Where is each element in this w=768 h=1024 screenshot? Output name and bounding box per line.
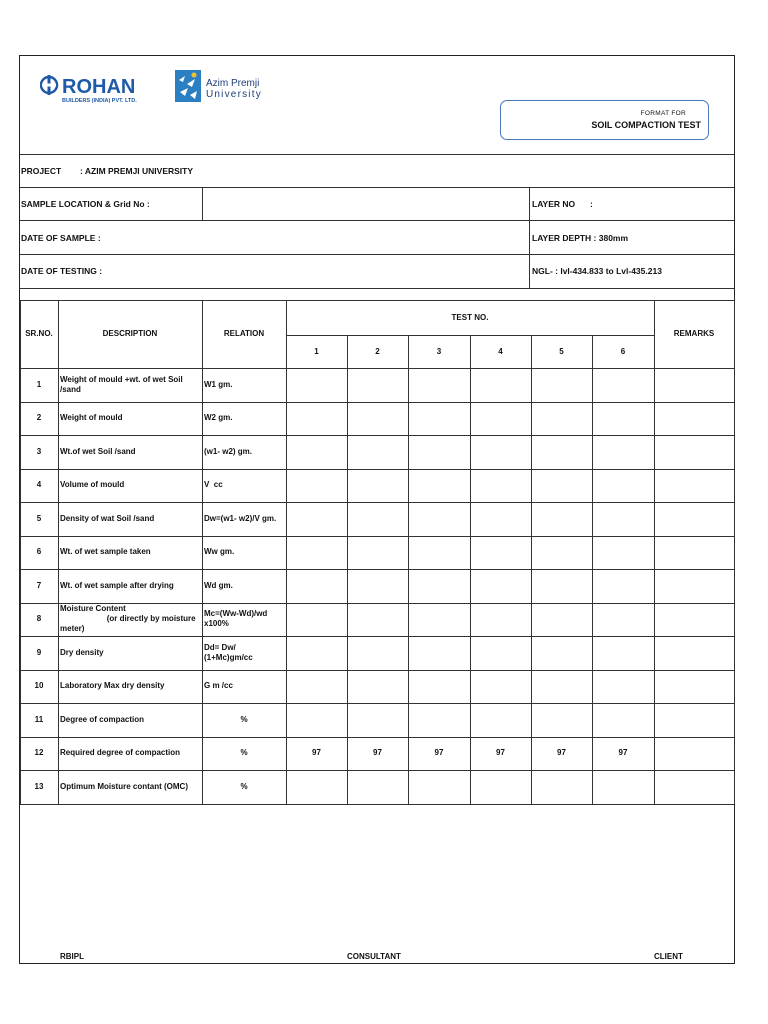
- row-description: Weight of mould: [60, 413, 123, 423]
- row-sr: 4: [36, 480, 42, 490]
- row-test-value: 97: [557, 748, 566, 758]
- row-test-value: [349, 435, 406, 469]
- row-description: Wt. of wet sample taken: [60, 547, 151, 557]
- rohan-logo: [40, 72, 160, 111]
- row-test-value: [349, 536, 406, 570]
- row-sr: 3: [36, 446, 42, 456]
- row-relation: %: [240, 714, 248, 724]
- row-test-value: [472, 502, 529, 536]
- row-description: Optimum Moisture contant (OMC): [60, 781, 188, 791]
- row-test-value: [410, 536, 468, 570]
- row-relation: Dd= Dw/ (1+Mc)gm/cc: [204, 642, 253, 662]
- format-for-label: FORMAT FOR: [640, 110, 686, 117]
- format-title-box: [500, 100, 709, 140]
- row-test-value: 97: [496, 748, 505, 758]
- row-description: Moisture Content (or directly by moisture meter): [60, 604, 196, 634]
- row-relation: W2 gm.: [204, 413, 233, 423]
- rohan-mark-icon: [40, 72, 160, 106]
- apu-mark-icon: [175, 70, 285, 104]
- row-description: Degree of compaction: [60, 714, 145, 724]
- row-test-value: [533, 603, 590, 637]
- row-test-value: [288, 670, 345, 704]
- row-test-value: [288, 603, 345, 637]
- row-test-value: [349, 703, 406, 737]
- row-test-value: [410, 770, 468, 804]
- row-description: Laboratory Max dry density: [60, 681, 165, 691]
- row-test-value: [288, 703, 345, 737]
- row-description: Weight of mould +wt. of wet Soil /sand: [60, 374, 185, 394]
- row-test-value: [349, 636, 406, 670]
- row-test-value: [410, 469, 468, 503]
- sample-location-label: SAMPLE LOCATION & Grid No :: [21, 199, 150, 209]
- row-test-value: [472, 636, 529, 670]
- row-test-value: [410, 435, 468, 469]
- header-relation: RELATION: [223, 329, 265, 338]
- row-sr: 7: [36, 580, 42, 590]
- row-sr: 1: [36, 379, 42, 389]
- row-test-value: [533, 670, 590, 704]
- row-sr: 6: [36, 547, 42, 557]
- row-test-value: [472, 770, 529, 804]
- header-test-2: 2: [375, 346, 380, 356]
- header-remarks: REMARKS: [673, 329, 715, 338]
- row-test-value: [288, 502, 345, 536]
- row-test-value: [594, 569, 652, 603]
- row-test-value: [410, 670, 468, 704]
- date-of-sample-label: DATE OF SAMPLE :: [21, 233, 101, 243]
- row-test-value: 97: [618, 748, 628, 758]
- row-test-value: [288, 569, 345, 603]
- header-test-1: 1: [314, 346, 319, 356]
- project-label: PROJECT: [21, 166, 62, 176]
- row-test-value: [594, 603, 652, 637]
- row-test-value: [472, 368, 529, 402]
- row-test-value: [288, 435, 345, 469]
- header-srno: SR.NO.: [25, 329, 53, 338]
- row-test-value: [594, 469, 652, 503]
- rohan-name: ROHAN: [62, 76, 136, 98]
- row-relation: Dw=(w1- w2)/V gm.: [204, 513, 277, 523]
- row-test-value: [594, 636, 652, 670]
- row-test-value: [472, 402, 529, 436]
- row-sr: 8: [36, 614, 42, 624]
- footer-consultant: CONSULTANT: [347, 952, 401, 961]
- row-relation: W1 gm.: [204, 379, 233, 389]
- row-test-value: [410, 368, 468, 402]
- row-test-value: [594, 402, 652, 436]
- row-test-value: [410, 402, 468, 436]
- form-title: SOIL COMPACTION TEST: [591, 120, 701, 130]
- row-relation: %: [240, 748, 248, 758]
- row-description: Wt. of wet sample after drying: [60, 580, 174, 590]
- row-test-value: [533, 435, 590, 469]
- apu-line1: Azim Premji: [206, 78, 260, 89]
- row-test-value: [288, 636, 345, 670]
- row-test-value: [472, 603, 529, 637]
- row-test-value: [533, 770, 590, 804]
- row-test-value: [472, 569, 529, 603]
- row-test-value: [594, 536, 652, 570]
- project-value: : AZIM PREMJI UNIVERSITY: [80, 166, 194, 176]
- row-relation: Mc=(Ww-Wd)/wd x100%: [204, 609, 270, 629]
- row-test-value: [594, 670, 652, 704]
- row-sr: 11: [34, 714, 44, 724]
- row-sr: 9: [36, 647, 42, 657]
- row-test-value: [288, 469, 345, 503]
- row-test-value: [410, 502, 468, 536]
- rohan-tagline: BUILDERS (INDIA) PVT. LTD.: [62, 98, 137, 104]
- row-test-value: [472, 670, 529, 704]
- apu-logo: [175, 70, 285, 109]
- row-test-value: [472, 703, 529, 737]
- row-test-value: [349, 469, 406, 503]
- row-relation: V cc: [204, 480, 223, 490]
- row-test-value: [349, 670, 406, 704]
- header-test-4: 4: [498, 346, 503, 356]
- row-relation: Wd gm.: [204, 580, 233, 590]
- layer-no-label: LAYER NO: [532, 199, 576, 209]
- row-relation: Ww gm.: [204, 547, 235, 557]
- row-description: Density of wat Soil /sand: [60, 513, 155, 523]
- row-test-value: [533, 536, 590, 570]
- row-test-value: [533, 636, 590, 670]
- header-test-6: 6: [620, 346, 626, 356]
- row-sr: 10: [34, 681, 44, 691]
- row-test-value: [594, 368, 652, 402]
- row-test-value: [594, 435, 652, 469]
- row-description: Volume of mould: [60, 480, 125, 490]
- row-test-value: [410, 636, 468, 670]
- row-test-value: 97: [373, 748, 382, 758]
- row-test-value: [349, 569, 406, 603]
- row-test-value: [288, 368, 345, 402]
- layer-depth-label: LAYER DEPTH : 380mm: [532, 233, 629, 243]
- header-testno: TEST NO.: [451, 312, 489, 322]
- row-test-value: [349, 603, 406, 637]
- header-description: DESCRIPTION: [102, 329, 158, 338]
- row-test-value: [533, 703, 590, 737]
- row-test-value: [533, 502, 590, 536]
- row-test-value: [410, 569, 468, 603]
- row-test-value: 97: [312, 748, 321, 758]
- row-description: Required degree of compaction: [60, 748, 181, 758]
- row-description: Wt.of wet Soil /sand: [60, 446, 136, 456]
- row-relation: %: [240, 781, 248, 791]
- row-test-value: [594, 770, 652, 804]
- ngl-label: NGL- : lvl-434.833 to Lvl-435.213: [532, 266, 662, 276]
- apu-line2: University: [206, 89, 262, 100]
- row-relation: G m /cc: [204, 681, 233, 691]
- row-test-value: [288, 770, 345, 804]
- row-test-value: [472, 435, 529, 469]
- row-description: Dry density: [60, 647, 104, 657]
- header-test-5: 5: [559, 346, 564, 356]
- row-test-value: [533, 469, 590, 503]
- date-of-testing-label: DATE OF TESTING :: [21, 266, 103, 276]
- row-relation: (w1- w2) gm.: [204, 446, 253, 456]
- row-test-value: [533, 402, 590, 436]
- row-sr: 13: [34, 781, 44, 791]
- footer-client: CLIENT: [654, 952, 683, 961]
- row-test-value: [533, 368, 590, 402]
- row-test-value: [288, 536, 345, 570]
- row-test-value: [410, 603, 468, 637]
- header-test-3: 3: [436, 346, 442, 356]
- row-test-value: [288, 402, 345, 436]
- row-test-value: [472, 469, 529, 503]
- row-test-value: [594, 502, 652, 536]
- row-sr: 5: [36, 513, 42, 523]
- row-test-value: [410, 703, 468, 737]
- form-sheet: [19, 55, 735, 964]
- row-test-value: [349, 402, 406, 436]
- row-test-value: 97: [434, 748, 444, 758]
- row-sr: 12: [34, 748, 44, 758]
- layer-no-colon: :: [590, 199, 593, 209]
- row-test-value: [349, 770, 406, 804]
- row-test-value: [349, 368, 406, 402]
- row-test-value: [472, 536, 529, 570]
- row-sr: 2: [36, 413, 42, 423]
- row-test-value: [594, 703, 652, 737]
- footer-rbipl: RBIPL: [60, 952, 84, 961]
- row-test-value: [533, 569, 590, 603]
- row-test-value: [349, 502, 406, 536]
